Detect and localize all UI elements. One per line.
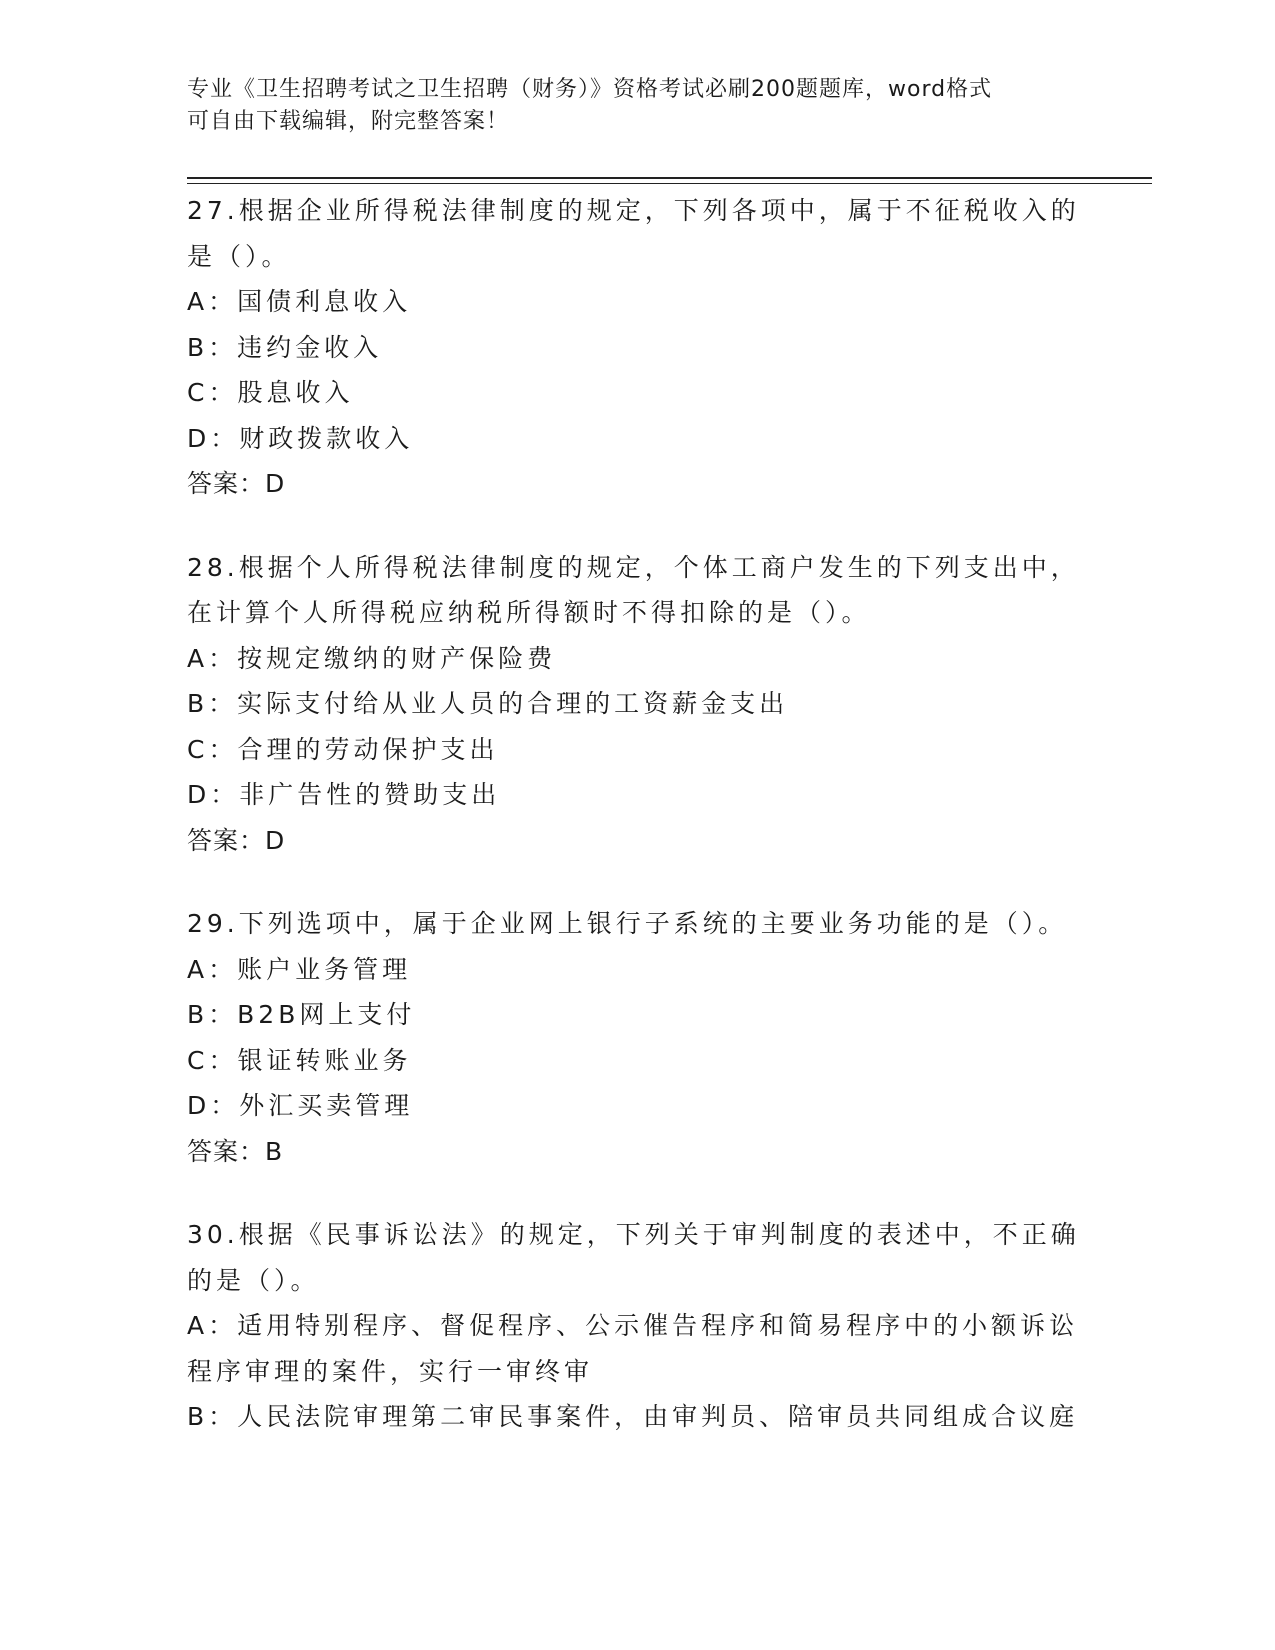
option-c: C：合理的劳动保护支出 [187,734,499,764]
question-30 [187,1212,1087,1440]
question-29 [187,901,1087,1174]
header-rule-thick [187,177,1152,179]
option-b: B：B2B网上支付 [187,1000,416,1029]
question-stem-line: 28.根据个人所得税法律制度的规定，个体工商户发生的下列支出中， [187,552,1080,582]
answer-label: 答案：D [187,825,286,855]
header-rule-thin [187,183,1152,184]
question-stem-line: 的是（）。 [187,1265,320,1295]
option-d: D：外汇买卖管理 [187,1091,414,1120]
question-stem-line: 是（）。 [187,241,291,271]
option-d: D：非广告性的赞助支出 [187,780,501,809]
question-list [187,188,1087,1478]
option-c: C：股息收入 [187,378,354,407]
answer-label: 答案：B [187,1136,284,1166]
document-header [187,74,1067,138]
option-c: C：银证转账业务 [187,1045,412,1075]
option-b: B：实际支付给从业人员的合理的工资薪金支出 [187,689,789,718]
option-a: A：账户业务管理 [187,954,412,984]
question-27 [187,188,1087,507]
question-stem-line: 在计算个人所得税应纳税所得额时不得扣除的是（）。 [187,598,871,627]
question-stem-line: 27.根据企业所得税法律制度的规定，下列各项中，属于不征税收入的 [187,196,1080,225]
option-b: B：违约金收入 [187,332,383,362]
option-d: D：财政拨款收入 [187,423,414,453]
question-stem-line: 30.根据《民事诉讼法》的规定，下列关于审判制度的表述中，不正确 [187,1220,1080,1249]
header-line-1: 专业《卫生招聘考试之卫生招聘（财务）》资格考试必刷200题题库，word格式 [187,77,993,102]
option-b: B：人民法院审理第二审民事案件，由审判员、陪审员共同组成合议庭 [187,1402,1079,1431]
header-line-2: 可自由下载编辑，附完整答案！ [187,109,510,134]
option-a: A：适用特别程序、督促程序、公示催告程序和简易程序中的小额诉讼 [187,1311,1079,1340]
question-stem-line: 29.下列选项中，属于企业网上银行子系统的主要业务功能的是（）。 [187,909,1068,938]
question-28 [187,545,1087,864]
option-a: A：按规定缴纳的财产保险费 [187,643,557,673]
answer-label: 答案：D [187,469,286,498]
option-a-continued: 程序审理的案件，实行一审终审 [187,1356,594,1386]
option-a: A：国债利息收入 [187,287,412,316]
